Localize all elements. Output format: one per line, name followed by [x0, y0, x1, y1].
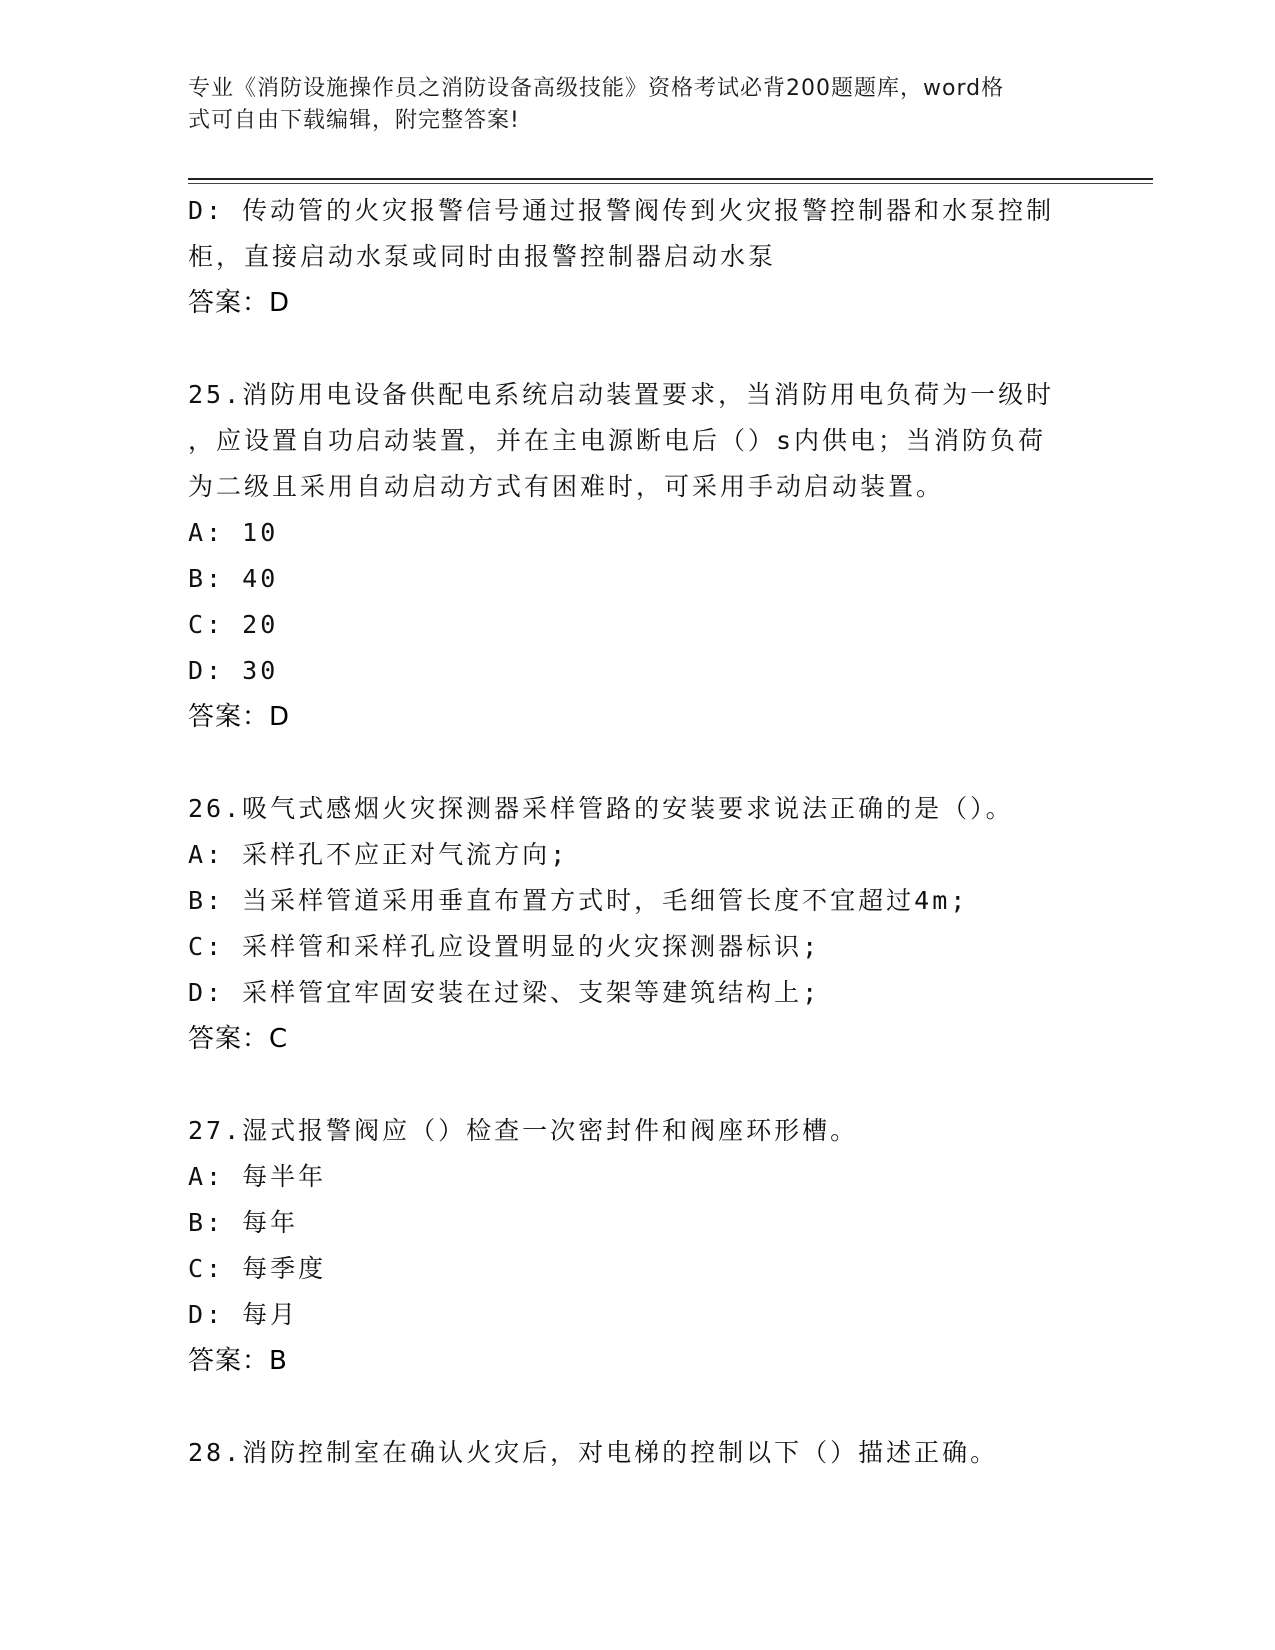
answer-line: 答案：D: [188, 702, 291, 732]
option-a: A: 10: [188, 518, 279, 547]
question-block-25: [188, 372, 1088, 740]
question-stem-line-1: 25.消防用电设备供配电系统启动装置要求，当消防用电负荷为一级时: [188, 380, 1055, 409]
header-divider-thin: [188, 183, 1153, 184]
option-b: B: 40: [188, 564, 279, 593]
option-d: D: 每月: [188, 1300, 299, 1329]
option-d-line-2: 柜，直接启动水泵或同时由报警控制器启动水泵: [188, 242, 777, 271]
header-line-2: 式可自由下载编辑，附完整答案!: [188, 108, 520, 133]
option-d: D: 采样管宜牢固安装在过梁、支架等建筑结构上;: [188, 978, 821, 1007]
block-spacer: [188, 1062, 1088, 1108]
option-c: C: 20: [188, 610, 279, 639]
block-spacer: [188, 740, 1088, 786]
option-d: D: 30: [188, 656, 279, 685]
question-stem-line-2: ，应设置自功启动装置，并在主电源断电后（）s内供电；当消防负荷: [188, 426, 1047, 455]
header-line-1: 专业《消防设施操作员之消防设备高级技能》资格考试必背200题题库，word格: [188, 76, 1005, 101]
header-divider-thick: [188, 178, 1153, 180]
question-list: [188, 188, 1088, 1476]
question-stem-line-3: 为二级且采用自动启动方式有困难时，可采用手动启动装置。: [188, 472, 945, 501]
answer-line: 答案：B: [188, 1346, 288, 1376]
block-spacer: [188, 1384, 1088, 1430]
question-block-24: [188, 188, 1088, 326]
document-header: [188, 73, 1068, 137]
answer-line: 答案：C: [188, 1024, 289, 1054]
option-c: C: 采样管和采样孔应设置明显的火灾探测器标识;: [188, 932, 821, 961]
question-block-28: [188, 1430, 1088, 1476]
option-a: A: 每半年: [188, 1162, 327, 1191]
option-d-line-1: D: 传动管的火灾报警信号通过报警阀传到火灾报警控制器和水泵控制: [188, 196, 1055, 225]
answer-line: 答案：D: [188, 288, 291, 318]
question-block-26: [188, 786, 1088, 1062]
option-a: A: 采样孔不应正对气流方向;: [188, 840, 569, 869]
question-block-27: [188, 1108, 1088, 1384]
option-b: B: 当采样管道采用垂直布置方式时，毛细管长度不宜超过4m;: [188, 886, 969, 915]
block-spacer: [188, 326, 1088, 372]
option-c: C: 每季度: [188, 1254, 327, 1283]
option-b: B: 每年: [188, 1208, 299, 1237]
question-stem: 28.消防控制室在确认火灾后，对电梯的控制以下（）描述正确。: [188, 1438, 999, 1467]
question-stem: 27.湿式报警阀应（）检查一次密封件和阀座环形槽。: [188, 1116, 859, 1145]
question-stem: 26.吸气式感烟火灾探测器采样管路的安装要求说法正确的是（）。: [188, 794, 1014, 823]
